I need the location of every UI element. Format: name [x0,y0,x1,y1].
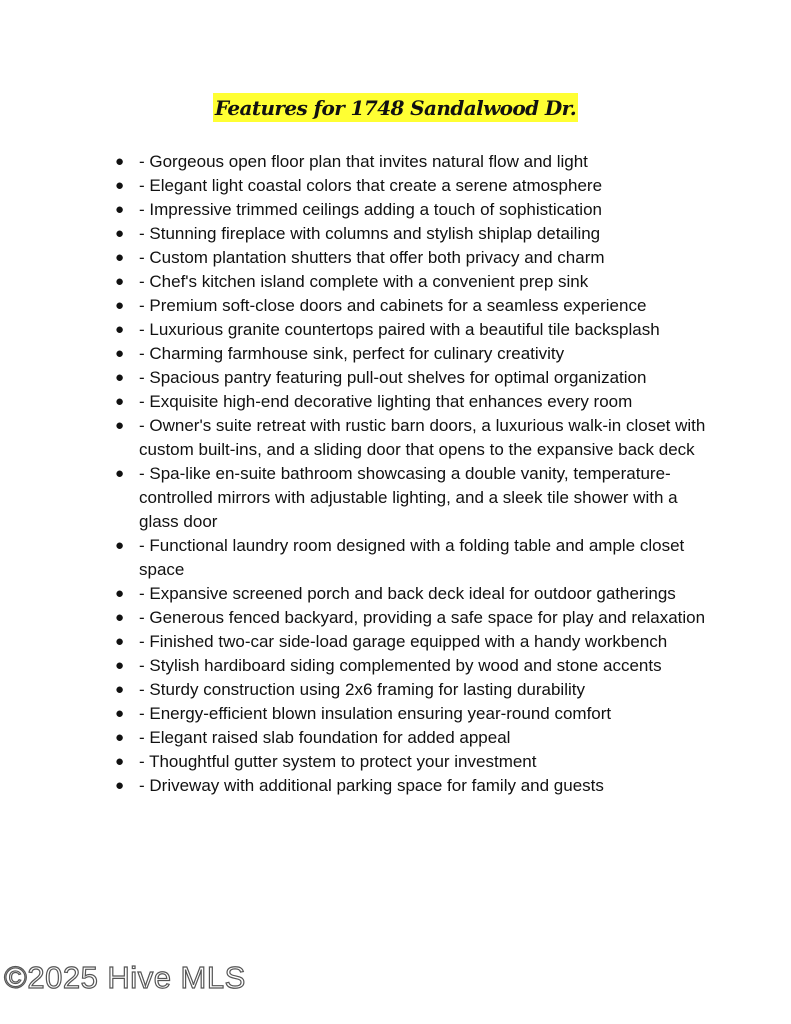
feature-item [113,414,713,462]
feature-item [113,774,713,798]
feature-item [113,702,713,726]
feature-item [113,294,713,318]
feature-text: - Impressive trimmed ceilings adding a touch of sophistication [139,200,602,219]
feature-text: - Elegant raised slab foundation for added appeal [139,728,511,747]
bullet-icon: ● [115,657,125,674]
feature-item [113,390,713,414]
bullet-icon: ● [115,369,125,386]
feature-item [113,726,713,750]
bullet-icon: ● [115,321,125,338]
feature-text: - Elegant light coastal colors that create a serene atmosphere [139,176,603,195]
bullet-icon: ● [115,585,125,602]
feature-text: - Finished two-car side-load garage equipped with a handy workbench [139,632,668,651]
feature-text: - Stunning fireplace with columns and stylish shiplap detailing [139,224,601,243]
feature-item [113,270,713,294]
feature-text: - Thoughtful gutter system to protect your investment [139,752,537,771]
feature-text: - Exquisite high-end decorative lighting that enhances every room [139,392,633,411]
feature-text: - Owner's suite retreat with rustic barn doors, a luxurious walk-in closet with custom built-ins, and a sliding door that opens to the expansive back deck [139,416,706,459]
bullet-icon: ● [115,729,125,746]
feature-item [113,630,713,654]
feature-text: - Chef's kitchen island complete with a convenient prep sink [139,272,589,291]
feature-item [113,606,713,630]
bullet-icon: ● [115,177,125,194]
bullet-icon: ● [115,681,125,698]
feature-text: - Driveway with additional parking space for family and guests [139,776,604,795]
feature-item [113,462,713,534]
feature-item [113,198,713,222]
feature-text: - Premium soft-close doors and cabinets for a seamless experience [139,296,647,315]
feature-item [113,750,713,774]
feature-text: - Luxurious granite countertops paired with a beautiful tile backsplash [139,320,660,339]
feature-item [113,342,713,366]
feature-text: - Sturdy construction using 2x6 framing for lasting durability [139,680,585,699]
feature-text: - Spacious pantry featuring pull-out shelves for optimal organization [139,368,647,387]
feature-text: - Energy-efficient blown insulation ensuring year-round comfort [139,704,612,723]
feature-item [113,246,713,270]
bullet-icon: ● [115,249,125,266]
bullet-icon: ● [115,753,125,770]
bullet-icon: ● [115,345,125,362]
feature-text: - Spa-like en-suite bathroom showcasing a double vanity, temperature-controlled mirrors with adjustable lighting, and a sleek tile shower with a glass door [139,464,678,531]
feature-item [113,582,713,606]
bullet-icon: ● [115,393,125,410]
feature-item [113,654,713,678]
bullet-icon: ● [115,273,125,290]
bullet-icon: ● [115,609,125,626]
feature-item [113,366,713,390]
feature-item [113,150,713,174]
bullet-icon: ● [115,417,125,434]
bullet-icon: ● [115,465,125,482]
bullet-icon: ● [115,153,125,170]
features-list [113,150,713,798]
feature-item [113,534,713,582]
feature-text: - Expansive screened porch and back deck ideal for outdoor gatherings [139,584,676,603]
title-container [0,93,791,122]
feature-item [113,174,713,198]
feature-text: - Gorgeous open floor plan that invites natural flow and light [139,152,588,171]
bullet-icon: ● [115,777,125,794]
feature-item [113,318,713,342]
bullet-icon: ● [115,201,125,218]
feature-text: - Stylish hardiboard siding complemented by wood and stone accents [139,656,662,675]
watermark: ©2025 Hive MLS [4,960,246,995]
bullet-icon: ● [115,297,125,314]
bullet-icon: ● [115,225,125,242]
feature-item [113,222,713,246]
feature-text: - Charming farmhouse sink, perfect for culinary creativity [139,344,565,363]
page-title: Features for 1748 Sandalwood Dr. [213,93,578,122]
bullet-icon: ● [115,705,125,722]
feature-text: - Functional laundry room designed with a folding table and ample closet space [139,536,685,579]
feature-item [113,678,713,702]
feature-text: - Custom plantation shutters that offer both privacy and charm [139,248,605,267]
bullet-icon: ● [115,633,125,650]
feature-text: - Generous fenced backyard, providing a safe space for play and relaxation [139,608,706,627]
bullet-icon: ● [115,537,125,554]
